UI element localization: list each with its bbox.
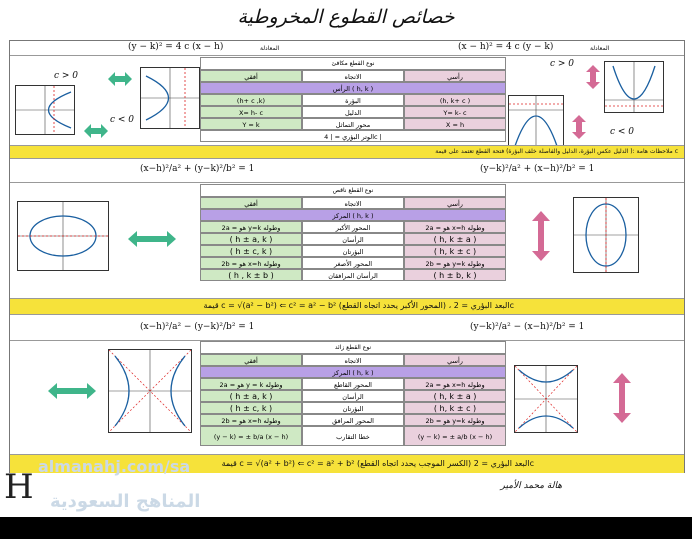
hyperbola-asymptotes-h: (y − k) = ± b/a (x − h) bbox=[200, 426, 302, 446]
parabola-c-positive-right: c > 0 bbox=[550, 59, 575, 69]
hyperbola-transverse-label: المحور القاطع bbox=[302, 378, 404, 390]
hyperbola-conjugate-label: المحور المرافق bbox=[302, 414, 404, 426]
parabola-header: نوع القطع مكافئ bbox=[200, 57, 506, 70]
hyperbola-horizontal-graph bbox=[108, 349, 192, 433]
parabola-directrix-label: الدليل bbox=[302, 106, 404, 118]
ellipse-eq-right: (y−k)²/a² + (x−h)²/b² = 1 bbox=[480, 164, 595, 174]
page-title: خصائص القطوع المخروطية bbox=[237, 6, 455, 28]
vertical-double-arrow-icon bbox=[586, 65, 600, 93]
parabola-directrix-v: Y= k- c bbox=[404, 106, 506, 118]
parabola-c-negative-right: c < 0 bbox=[610, 127, 635, 137]
hyperbola-foci-label: البؤرتان bbox=[302, 402, 404, 414]
hyperbola-header: نوع القطع زائد bbox=[200, 341, 506, 354]
parabola-col-horizontal: أفقي bbox=[200, 70, 302, 82]
parabola-focus-h: (h+ c ,k) bbox=[200, 94, 302, 106]
ellipse-formula-bar bbox=[10, 298, 684, 315]
conics-sheet bbox=[9, 40, 685, 474]
ellipse-col-vertical: رأسي bbox=[404, 197, 506, 209]
ellipse-covertices-label: الرأسان المرافقان bbox=[302, 269, 404, 281]
hyperbola-transverse-v: 2a = هو x=h وطوله bbox=[404, 378, 506, 390]
parabola-equation-row bbox=[10, 41, 684, 56]
parabola-eq-right: (x − h)² = 4 c (y − k) bbox=[458, 42, 554, 52]
logo-h-icon: H bbox=[4, 467, 34, 507]
double-arrow-icon bbox=[84, 123, 108, 142]
hyperbola-eq-left: (x−h)²/a² − (y−k)²/b² = 1 bbox=[140, 322, 255, 332]
ellipse-covertices-v: ( h ± b, k ) bbox=[404, 269, 506, 281]
ellipse-major-v: 2a = هو x=h وطوله bbox=[404, 221, 506, 233]
parabola-col-direction: الاتجاه bbox=[302, 70, 404, 82]
hyperbola-col-direction: الاتجاه bbox=[302, 354, 404, 366]
ellipse-horizontal-graph bbox=[17, 201, 109, 271]
hyperbola-vertices-v: ( h, k ± a ) bbox=[404, 390, 506, 402]
ellipse-vertices-v: ( h, k ± a ) bbox=[404, 233, 506, 245]
vertical-double-arrow-icon bbox=[613, 373, 631, 427]
ellipse-minor-label: المحور الأصغر bbox=[302, 257, 404, 269]
parabola-col-vertical: رأسي bbox=[404, 70, 506, 82]
parabola-vertical-graph-down bbox=[508, 95, 564, 151]
parabola-eq-right-label: المعادلة bbox=[590, 45, 610, 52]
double-arrow-icon bbox=[128, 231, 176, 251]
parabola-axis-h: Y = k bbox=[200, 118, 302, 130]
watermark-logo-text: المناهج السعودية bbox=[50, 491, 201, 512]
parabola-c-negative-left: c < 0 bbox=[110, 115, 135, 125]
ellipse-vertices-h: ( h ± a, k ) bbox=[200, 233, 302, 245]
ellipse-col-horizontal: أفقي bbox=[200, 197, 302, 209]
hyperbola-asymptotes-label: خطا التقارب bbox=[302, 426, 404, 446]
hyperbola-center: المركز ( h, k ) bbox=[200, 366, 506, 378]
ellipse-col-direction: الاتجاه bbox=[302, 197, 404, 209]
parabola-eq-left: (y − k)² = 4 c (x − h) bbox=[128, 42, 224, 52]
ellipse-equation-row bbox=[10, 158, 684, 183]
ellipse-foci-label: البؤرتان bbox=[302, 245, 404, 257]
author-signature: هالة محمد الأمير bbox=[500, 481, 562, 491]
ellipse-minor-v: 2b = هو y=k وطوله bbox=[404, 257, 506, 269]
hyperbola-foci-h: ( h ± c, k ) bbox=[200, 402, 302, 414]
hyperbola-vertices-label: الرأسان bbox=[302, 390, 404, 402]
hyperbola-transverse-h: 2a = هو y = k وطوله bbox=[200, 378, 302, 390]
ellipse-minor-h: 2b = هو x=h وطوله bbox=[200, 257, 302, 269]
ellipse-foci-v: ( h, k ± c ) bbox=[404, 245, 506, 257]
parabola-latus-rectum: الوتر البؤري = | 4c | bbox=[200, 130, 506, 142]
parabola-note: ملاحظات هامة :( الدليل عكس البؤرة، الدليل والفاصلة خلف البؤرة) فتحة القطع تعتمد على قيمة c bbox=[435, 148, 678, 155]
hyperbola-vertical-graph bbox=[514, 365, 578, 433]
hyperbola-asymptotes-v: (y − k) = ± a/b (x − h) bbox=[404, 426, 506, 446]
ellipse-vertical-graph bbox=[573, 197, 639, 273]
parabola-horizontal-graph bbox=[15, 85, 75, 135]
double-arrow-icon bbox=[48, 383, 96, 403]
parabola-axis-label: محور التماثل bbox=[302, 118, 404, 130]
hyperbola-conjugate-v: 2b = هو y=k وطوله bbox=[404, 414, 506, 426]
parabola-eq-left-label: المعادلة bbox=[260, 45, 280, 52]
hyperbola-vertices-h: ( h ± a, k ) bbox=[200, 390, 302, 402]
parabola-axis-v: X = h bbox=[404, 118, 506, 130]
hyperbola-eq-right: (y−k)²/a² − (x−h)²/b² = 1 bbox=[470, 322, 585, 332]
ellipse-vertices-label: الرأسان bbox=[302, 233, 404, 245]
hyperbola-formula: قيمة c = √(a² + b²) ⇐ c² = a² + b² (الكسر الموجب يحدد اتجاه القطع) البعد البؤري = 2c bbox=[221, 459, 534, 468]
double-arrow-icon bbox=[108, 71, 132, 90]
ellipse-header: نوع القطع ناقص bbox=[200, 184, 506, 197]
ellipse-eq-left: (x−h)²/a² + (y−k)²/b² = 1 bbox=[140, 164, 255, 174]
parabola-focus-v: (h, k+ c ) bbox=[404, 94, 506, 106]
parabola-vertex: الرأس ( h, k ) bbox=[200, 82, 506, 94]
parabola-directrix-h: X= h- c bbox=[200, 106, 302, 118]
parabola-vertical-graph-up bbox=[604, 61, 664, 113]
hyperbola-conjugate-h: 2b = هو x=h وطوله bbox=[200, 414, 302, 426]
parabola-note-bar bbox=[10, 145, 684, 159]
parabola-horizontal-graph-2 bbox=[140, 67, 200, 129]
hyperbola-col-horizontal: أفقي bbox=[200, 354, 302, 366]
vertical-double-arrow-icon bbox=[532, 211, 550, 265]
ellipse-major-label: المحور الأكبر bbox=[302, 221, 404, 233]
parabola-focus-label: البؤرة bbox=[302, 94, 404, 106]
watermark-url: almanahj.com/sa bbox=[38, 457, 191, 476]
ellipse-formula: قيمة c = √(a² − b²) ⇐ c² = a² − b² (المحور الأكبر يحدد اتجاه القطع) ، البعد البؤري = 2c bbox=[203, 301, 514, 310]
ellipse-covertices-h: ( h , k ± b ) bbox=[200, 269, 302, 281]
hyperbola-foci-v: ( h, k ± c ) bbox=[404, 402, 506, 414]
ellipse-center: المركز ( h, k ) bbox=[200, 209, 506, 221]
ellipse-major-h: 2a = هو y=k وطوله bbox=[200, 221, 302, 233]
hyperbola-equation-row bbox=[10, 314, 684, 341]
parabola-c-positive-left: c > 0 bbox=[54, 71, 79, 81]
ellipse-foci-h: ( h ± c, k ) bbox=[200, 245, 302, 257]
vertical-double-arrow-icon bbox=[572, 115, 586, 143]
hyperbola-col-vertical: رأسي bbox=[404, 354, 506, 366]
bottom-black-bar bbox=[0, 517, 692, 539]
